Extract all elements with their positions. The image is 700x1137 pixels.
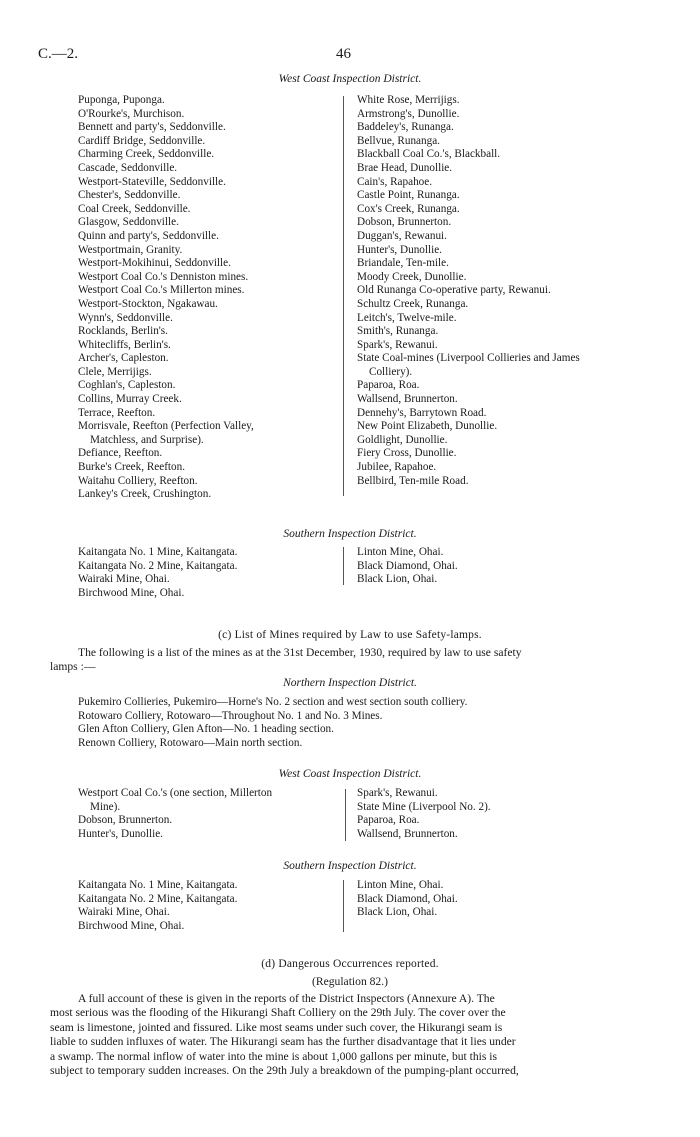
list-item: Spark's, Rewanui.	[357, 787, 438, 799]
list-item: Matchless, and Surprise).	[90, 433, 204, 446]
northern-heading: Northern Inspection District.	[283, 677, 417, 689]
list-item: Westport Coal Co.'s Millerton mines.	[78, 284, 245, 297]
list-item: Linton Mine, Ohai.	[357, 546, 444, 558]
list-item: Kaitangata No. 1 Mine, Kaitangata.	[78, 879, 238, 891]
west-coast-2-right-list	[357, 787, 657, 841]
list-item: Terrace, Reefton.	[78, 406, 156, 419]
list-item: Glasgow, Seddonville.	[78, 216, 179, 229]
list-item: Puponga, Puponga.	[78, 94, 165, 106]
list-item: O'Rourke's, Murchison.	[78, 107, 185, 120]
list-item: Pukemiro Collieries, Pukemiro—Horne's No. 2 section and west section south colliery.	[78, 696, 468, 708]
list-item: Hunter's, Dunollie.	[78, 827, 163, 840]
list-item: Wairaki Mine, Ohai.	[78, 573, 170, 586]
column-divider	[343, 96, 344, 496]
list-item: Bellvue, Runanga.	[357, 134, 440, 147]
list-item: New Point Elizabeth, Dunollie.	[357, 420, 498, 433]
section-c-intro: The following is a list of the mines as at the 31st December, 1930, required by law to use safety	[78, 646, 522, 659]
list-item: Waitahu Colliery, Reefton.	[78, 474, 198, 487]
list-item: Collins, Murray Creek.	[78, 393, 182, 406]
list-item: Westport-Stockton, Ngakawau.	[78, 297, 218, 310]
column-divider	[345, 789, 346, 841]
list-item: Kaitangata No. 1 Mine, Kaitangata.	[78, 546, 238, 558]
list-item: Wallsend, Brunnerton.	[357, 393, 458, 406]
list-item: Quinn and party's, Seddonville.	[78, 229, 219, 242]
list-item: Westport-Stateville, Seddonville.	[78, 175, 226, 188]
list-item: Baddeley's, Runanga.	[357, 121, 454, 134]
list-item: Jubilee, Rapahoe.	[357, 461, 437, 474]
list-item: Black Diamond, Ohai.	[357, 892, 458, 905]
list-item: Westport Coal Co.'s Denniston mines.	[78, 270, 249, 283]
list-item: Schultz Creek, Runanga.	[357, 297, 469, 310]
list-item: Lankey's Creek, Crushington.	[78, 488, 212, 501]
list-item: Hunter's, Dunollie.	[357, 243, 442, 256]
list-item: Bellbird, Ten-mile Road.	[357, 474, 469, 487]
column-divider	[343, 880, 344, 932]
list-item: Renown Colliery, Rotowaro—Main north section.	[78, 736, 303, 749]
paragraph-line: a swamp. The normal inflow of water into the mine is about 1,000 gallons per minute, but this is	[50, 1049, 498, 1063]
list-item: Rotowaro Colliery, Rotowaro—Throughout No. 1 and No. 3 Mines.	[78, 709, 383, 722]
list-item: Colliery).	[369, 365, 413, 378]
list-item: Westport-Mokihinui, Seddonville.	[78, 257, 231, 270]
list-item: Old Runanga Co-operative party, Rewanui.	[357, 284, 551, 297]
list-item: Charming Creek, Seddonville.	[78, 148, 215, 161]
paragraph-line: most serious was the flooding of the Hikurangi Shaft Colliery on the 29th July. The cover over the	[50, 1006, 506, 1020]
southern-right-list	[357, 546, 657, 587]
list-item: Birchwood Mine, Ohai.	[78, 586, 185, 599]
list-item: Dobson, Brunnerton.	[357, 216, 452, 229]
list-item: State Coal-mines (Liverpool Collieries and James	[357, 352, 580, 365]
section-c-title: (c) List of Mines required by Law to use Safety-lamps.	[218, 629, 482, 641]
list-item: Linton Mine, Ohai.	[357, 879, 444, 891]
list-item: Rocklands, Berlin's.	[78, 325, 168, 338]
list-item: Kaitangata No. 2 Mine, Kaitangata.	[78, 559, 238, 572]
list-item: Dobson, Brunnerton.	[78, 814, 173, 827]
list-item: Blackball Coal Co.'s, Blackball.	[357, 148, 501, 161]
paragraph-line: subject to temporary sudden increases. On the 29th July a breakdown of the pumping-plant occurred,	[50, 1064, 519, 1078]
list-item: Black Diamond, Ohai.	[357, 559, 458, 572]
west-coast-heading: West Coast Inspection District.	[278, 73, 422, 85]
list-item: Fiery Cross, Dunollie.	[357, 447, 457, 460]
list-item: Black Lion, Ohai.	[357, 906, 438, 919]
list-item: Briandale, Ten-mile.	[357, 257, 449, 270]
section-c-intro-cont: lamps :—	[50, 660, 96, 673]
section-d-subtitle: (Regulation 82.)	[312, 975, 388, 988]
list-item: Burke's Creek, Reefton.	[78, 461, 186, 474]
document-code: C.—2.	[38, 46, 79, 62]
list-item: Goldlight, Dunollie.	[357, 433, 448, 446]
list-item: Mine).	[90, 800, 121, 813]
paragraph-line: A full account of these is given in the reports of the District Inspectors (Annexure A). The	[78, 992, 495, 1005]
column-divider	[343, 547, 344, 585]
southern-heading-2: Southern Inspection District.	[283, 860, 417, 872]
list-item: Clele, Merrijigs.	[78, 365, 152, 378]
list-item: Armstrong's, Dunollie.	[357, 107, 460, 120]
list-item: State Mine (Liverpool No. 2).	[357, 800, 491, 813]
list-item: Westport Coal Co.'s (one section, Millerton	[78, 787, 273, 799]
list-item: Coal Creek, Seddonville.	[78, 202, 191, 215]
southern-left-list	[78, 546, 340, 600]
list-item: Wynn's, Seddonville.	[78, 311, 173, 324]
list-item: Coghlan's, Capleston.	[78, 379, 176, 392]
list-item: Paparoa, Roa.	[357, 814, 420, 827]
list-item: Whitecliffs, Berlin's.	[78, 338, 171, 351]
section-d-title: (d) Dangerous Occurrences reported.	[261, 958, 439, 970]
list-item: White Rose, Merrijigs.	[357, 94, 460, 106]
list-item: Chester's, Seddonville.	[78, 189, 181, 202]
list-item: Castle Point, Runanga.	[357, 189, 460, 202]
list-item: Duggan's, Rewanui.	[357, 229, 447, 242]
list-item: Glen Afton Colliery, Glen Afton—No. 1 heading section.	[78, 723, 334, 736]
list-item: Cox's Creek, Runanga.	[357, 202, 460, 215]
list-item: Leitch's, Twelve-mile.	[357, 311, 457, 324]
list-item: Spark's, Rewanui.	[357, 338, 438, 351]
list-item: Wallsend, Brunnerton.	[357, 827, 458, 840]
list-item: Dennehy's, Barrytown Road.	[357, 406, 487, 419]
list-item: Cain's, Rapahoe.	[357, 175, 433, 188]
southern-2-right-list	[357, 879, 657, 920]
list-item: Smith's, Runanga.	[357, 325, 439, 338]
list-item: Cascade, Seddonville.	[78, 161, 178, 174]
list-item: Morrisvale, Reefton (Perfection Valley,	[78, 420, 254, 433]
list-item: Moody Creek, Dunollie.	[357, 270, 467, 283]
southern-heading: Southern Inspection District.	[283, 528, 417, 540]
list-item: Birchwood Mine, Ohai.	[78, 919, 185, 932]
list-item: Kaitangata No. 2 Mine, Kaitangata.	[78, 892, 238, 905]
list-item: Wairaki Mine, Ohai.	[78, 906, 170, 919]
west-coast-2-left-list	[78, 787, 340, 841]
list-item: Bennett and party's, Seddonville.	[78, 121, 226, 134]
west-coast-left-list	[78, 94, 340, 502]
list-item: Defiance, Reefton.	[78, 447, 163, 460]
northern-list	[78, 696, 668, 750]
list-item: Brae Head, Dunollie.	[357, 161, 453, 174]
section-d-paragraph	[50, 992, 662, 1078]
west-coast-right-list	[357, 94, 657, 488]
paragraph-line: seam is limestone, jointed and fissured. Like most seams under such cover, the Hikurangi seam is	[50, 1020, 503, 1034]
list-item: Cardiff Bridge, Seddonville.	[78, 134, 206, 147]
southern-2-left-list	[78, 879, 340, 933]
list-item: Paparoa, Roa.	[357, 379, 420, 392]
west-coast-heading-2: West Coast Inspection District.	[278, 768, 422, 780]
page-number: 46	[336, 46, 351, 62]
list-item: Westportmain, Granity.	[78, 243, 183, 256]
list-item: Archer's, Capleston.	[78, 352, 169, 365]
list-item: Black Lion, Ohai.	[357, 573, 438, 586]
paragraph-line: liable to sudden influxes of water. The Hikurangi seam has the further disadvantage that it lies under	[50, 1035, 516, 1049]
